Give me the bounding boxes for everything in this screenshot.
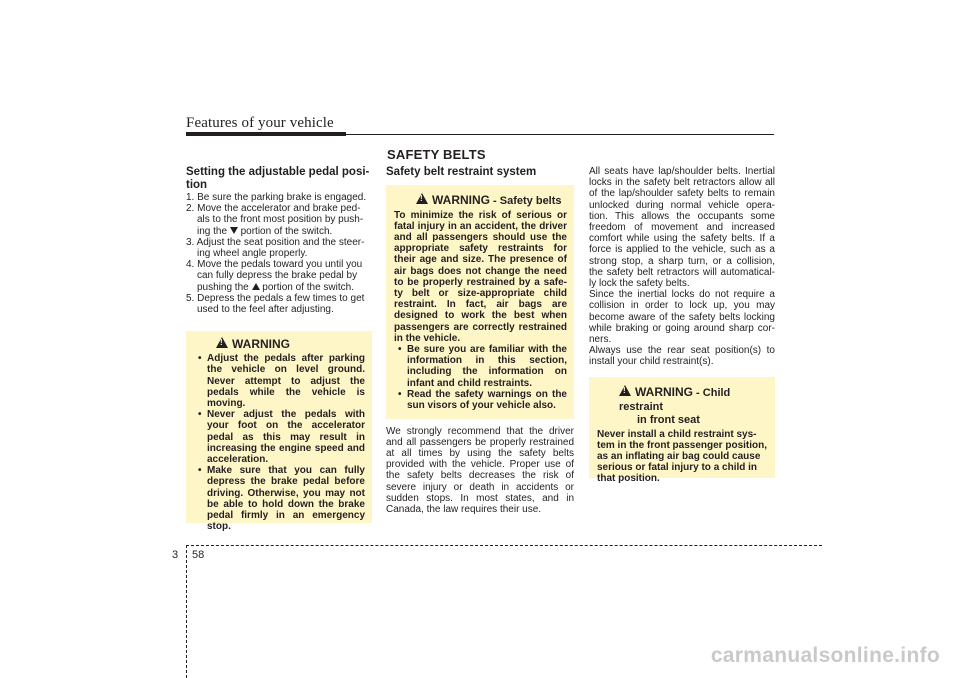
page-number: 58 <box>192 549 205 561</box>
child-restraint-warning-box <box>589 377 775 485</box>
column-seat-belts <box>589 166 775 485</box>
footer-vertical-rule <box>186 545 187 678</box>
triangle-up-icon <box>252 283 260 290</box>
pedal-heading: Setting the adjustable pedal posi-tion <box>186 166 370 191</box>
restraint-heading: Safety belt restraint system <box>386 166 537 178</box>
watermark: carmanualsonline.info <box>710 644 940 667</box>
restraint-paragraph: We strongly recommend that the driver and all passengers be properly restrained at all times by using the safety belts provided with the vehicle. Proper use of the safety belts decreases the risk of severe injury or death in accidents or sudden stops. In most states, and in Canada, the law requires their use. <box>386 425 574 515</box>
pedal-warning-list <box>194 353 365 532</box>
safety-belts-warning-list <box>394 344 567 411</box>
step-item: 3. Adjust the seat position and the steer-ing wheel angle properly. <box>186 236 365 260</box>
header-rule-thin <box>346 134 774 135</box>
warning-icon <box>216 337 228 348</box>
rear-seat-paragraph: Always use the rear seat position(s) to install your child restraint(s). <box>589 345 775 368</box>
warning-icon <box>416 193 428 204</box>
step-item: 5. Depress the pedals a few times to get used to the feel after adjusting. <box>186 292 365 316</box>
step-item: 1. Be sure the parking brake is engaged. <box>186 192 367 203</box>
inertial-locks-paragraph: All seats have lap/shoulder belts. Inertial locks in the safety belt retractors allow all of the lap/shoulder safety belts to remain unlocked during normal vehicle opera-tion. This allows the occupants some freedom of movement and increased comfort while using the safety belts. If a force is applied to the vehicle, such as a strong stop, a sharp turn, or a collision, the safety belt retractors will automatical-ly lock the safety belts. <box>589 166 775 290</box>
warning-item: • Be sure you are familiar with the information in this section, including the information on infant and child restraints. <box>394 344 567 389</box>
locking-paragraph: Since the inertial locks do not require a collision in order to lock up, you may become aware of the safety belts locking while braking or going around sharp cor-ners. <box>589 289 775 346</box>
warning-item: • Make sure that you can fully depress the brake pedal before driving. Otherwise, you may not be able to hold down the brake pedal firmly in an emergency stop. <box>194 465 365 532</box>
warning-item: • Read the safety warnings on the sun visors of your vehicle also. <box>394 389 567 411</box>
child-restraint-subtitle-line2: in front seat <box>637 413 700 426</box>
step-item: 4. Move the pedals toward you until you can fully depress the brake pedal by pushing the portion of the switch. <box>186 259 363 293</box>
child-restraint-warning-header: !WARNING - Child restraint in front seat <box>597 385 768 427</box>
header-title: Features of your vehicle <box>186 115 334 131</box>
header-rule-thick <box>186 132 346 136</box>
pedal-steps <box>186 192 372 315</box>
step-item: 2. Move the accelerator and brake ped-als to the front most position by push-ing the portion of the switch. <box>186 203 364 237</box>
pedal-warning-header: !WARNING <box>194 337 365 351</box>
safety-belts-warning-body: To minimize the risk of serious or fatal injury in an accident, the driver and all passengers should use the appropriate safety restraints for their age and size. The presence of air bags does not change the need to be properly restrained by a safe-ty belt or size-appropriate child restraint. In fact, air bags are designed to work the best when passengers are correctly restrained in the vehicle. <box>394 209 567 344</box>
column-restraint-system <box>386 166 574 515</box>
section-title: SAFETY BELTS <box>387 147 486 162</box>
column-pedal-adjustment <box>186 166 372 533</box>
child-restraint-warning-body: Never install a child restraint sys-tem in the front passenger position, as an inflating air bag could cause serious or fatal injury to a child in that position. <box>597 428 768 485</box>
warning-item: • Adjust the pedals after parking the vehicle on level ground. Never attempt to adjust the pedals while the vehicle is moving. <box>194 353 365 409</box>
safety-belts-warning-header: !WARNING - Safety belts <box>394 193 567 208</box>
warning-item: • Never adjust the pedals with your foot on the accelerator pedal as this may result in increasing the engine speed and acceleration. <box>194 409 365 465</box>
warning-icon <box>619 385 631 396</box>
footer-rule <box>186 545 822 546</box>
chapter-number: 3 <box>172 549 179 561</box>
triangle-down-icon <box>230 227 238 234</box>
pedal-warning-box <box>186 331 372 533</box>
safety-belts-warning-box <box>386 185 574 419</box>
